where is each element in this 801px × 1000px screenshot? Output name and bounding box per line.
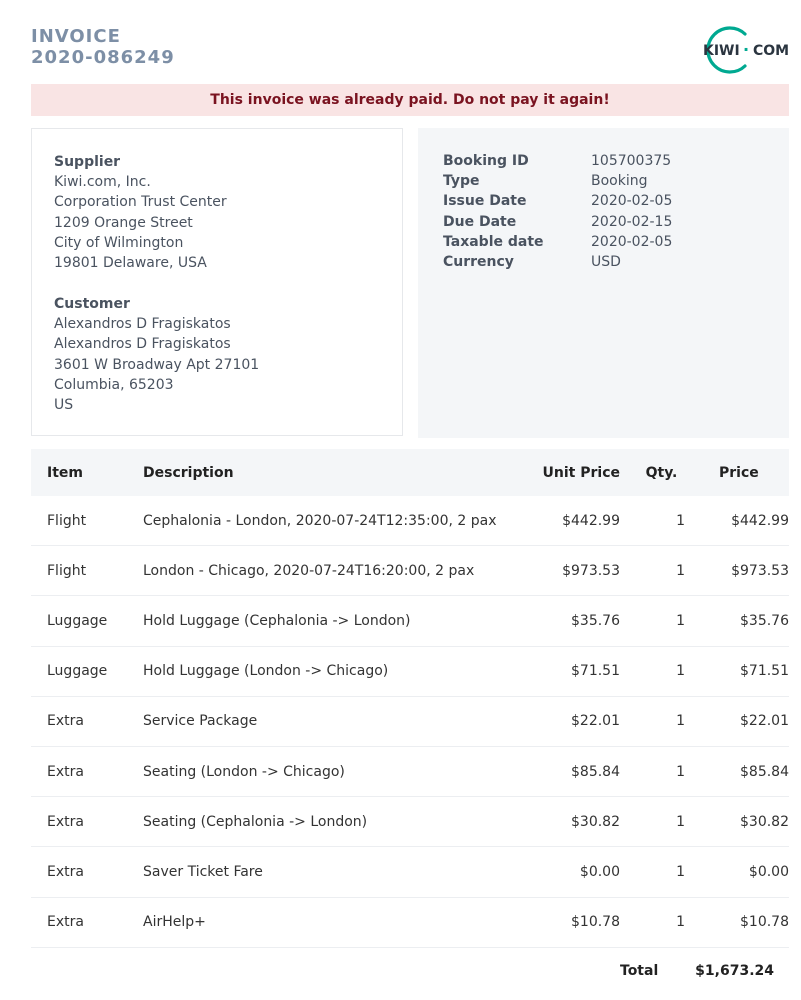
meta-row-issue-date <box>443 191 672 211</box>
header-price: Price <box>719 464 759 481</box>
cell-item: Extra <box>47 813 84 830</box>
table-row <box>31 647 789 697</box>
cell-qty: 1 <box>676 914 685 931</box>
supplier-line: 1209 Orange Street <box>54 214 193 231</box>
meta-key: Currency <box>443 253 514 270</box>
invoice-number: 2020-086249 <box>31 47 175 68</box>
table-row <box>31 797 789 847</box>
cell-item: Extra <box>47 863 84 880</box>
table-row <box>31 747 789 797</box>
meta-key: Issue Date <box>443 193 527 210</box>
table-row <box>31 697 789 747</box>
meta-value: USD <box>591 253 621 270</box>
cell-unit-price: $35.76 <box>571 612 620 629</box>
meta-row-currency <box>443 252 672 272</box>
cell-qty: 1 <box>676 763 685 780</box>
cell-price: $71.51 <box>740 663 789 680</box>
cell-price: $973.53 <box>731 562 789 579</box>
table-row <box>31 496 789 546</box>
cell-unit-price: $0.00 <box>579 863 620 880</box>
cell-item: Flight <box>47 562 87 579</box>
cell-qty: 1 <box>676 612 685 629</box>
cell-description: Seating (Cephalonia -> London) <box>143 813 368 830</box>
cell-item: Luggage <box>47 663 108 680</box>
meta-value: 2020-02-05 <box>591 193 673 210</box>
logo-text-com: COM <box>753 43 789 59</box>
cell-price: $0.00 <box>748 863 789 880</box>
cell-qty: 1 <box>676 562 685 579</box>
line-items-table <box>31 449 789 948</box>
cell-unit-price: $71.51 <box>571 663 620 680</box>
invoice-title: INVOICE <box>31 26 121 47</box>
cell-description: Cephalonia - London, 2020-07-24T12:35:00, 2 pax <box>143 512 497 529</box>
cell-unit-price: $30.82 <box>571 813 620 830</box>
cell-qty: 1 <box>676 813 685 830</box>
cell-qty: 1 <box>676 863 685 880</box>
meta-value: Booking <box>591 173 648 190</box>
meta-value: 2020-02-05 <box>591 233 673 250</box>
meta-key: Taxable date <box>443 233 544 250</box>
table-row <box>31 847 789 897</box>
logo-dot: · <box>743 40 750 59</box>
supplier-line: City of Wilmington <box>54 234 184 251</box>
cell-unit-price: $973.53 <box>562 562 620 579</box>
meta-row-taxable-date <box>443 232 672 252</box>
parties-box <box>31 128 403 436</box>
total-label: Total <box>620 963 659 979</box>
cell-price: $35.76 <box>740 612 789 629</box>
cell-item: Extra <box>47 914 84 931</box>
meta-value: 2020-02-15 <box>591 213 673 230</box>
meta-row-due-date <box>443 212 672 232</box>
cell-description: Seating (London -> Chicago) <box>143 763 345 780</box>
kiwi-logo <box>694 26 789 74</box>
cell-qty: 1 <box>676 512 685 529</box>
table-row <box>31 898 789 948</box>
invoice-header <box>31 0 789 82</box>
meta-key: Due Date <box>443 213 517 230</box>
cell-description: Saver Ticket Fare <box>143 863 263 880</box>
cell-item: Luggage <box>47 612 108 629</box>
customer-line: 3601 W Broadway Apt 27101 <box>54 356 260 373</box>
supplier-block <box>54 152 227 273</box>
header-item: Item <box>47 464 83 481</box>
cell-description: Service Package <box>143 713 258 730</box>
logo-text-kiwi: KIWI <box>703 43 740 59</box>
cell-item: Flight <box>47 512 87 529</box>
cell-price: $22.01 <box>740 713 789 730</box>
cell-unit-price: $442.99 <box>562 512 620 529</box>
meta-row-type <box>443 171 672 191</box>
customer-block <box>54 294 259 415</box>
meta-value: 105700375 <box>591 153 672 169</box>
cell-price: $442.99 <box>731 512 789 529</box>
cell-unit-price: $22.01 <box>571 713 620 730</box>
meta-key: Type <box>443 173 480 190</box>
meta-row-booking-id <box>443 151 672 171</box>
total-value: $1,673.24 <box>695 963 774 979</box>
already-paid-banner: This invoice was already paid. Do not pay it again! <box>31 84 789 116</box>
invoice-page <box>31 0 789 979</box>
supplier-line: 19801 Delaware, USA <box>54 255 207 272</box>
header-qty: Qty. <box>645 464 678 481</box>
cell-description: Hold Luggage (Cephalonia -> London) <box>143 612 411 629</box>
cell-price: $10.78 <box>740 914 789 931</box>
customer-line: Alexandros D Fragiskatos <box>54 336 231 353</box>
booking-meta-box <box>418 128 789 438</box>
supplier-line: Corporation Trust Center <box>54 194 227 211</box>
table-header <box>31 449 789 496</box>
cell-description: Hold Luggage (London -> Chicago) <box>143 663 389 680</box>
meta-key: Booking ID <box>443 153 529 169</box>
customer-line: Alexandros D Fragiskatos <box>54 316 231 333</box>
cell-price: $30.82 <box>740 813 789 830</box>
cell-item: Extra <box>47 713 84 730</box>
supplier-line: Kiwi.com, Inc. <box>54 174 151 191</box>
customer-label: Customer <box>54 296 130 312</box>
customer-line: Columbia, 65203 <box>54 376 174 393</box>
header-description: Description <box>143 464 234 481</box>
cell-qty: 1 <box>676 663 685 680</box>
cell-description: London - Chicago, 2020-07-24T16:20:00, 2 pax <box>143 562 475 579</box>
cell-description: AirHelp+ <box>143 914 206 931</box>
customer-line: US <box>54 397 74 414</box>
header-unit-price: Unit Price <box>542 464 620 481</box>
cell-unit-price: $10.78 <box>571 914 620 931</box>
booking-meta-list <box>443 151 672 272</box>
table-row <box>31 596 789 646</box>
cell-item: Extra <box>47 763 84 780</box>
cell-unit-price: $85.84 <box>571 763 620 780</box>
table-body <box>31 496 789 948</box>
cell-price: $85.84 <box>740 763 789 780</box>
table-row <box>31 546 789 596</box>
supplier-label: Supplier <box>54 154 121 170</box>
cell-qty: 1 <box>676 713 685 730</box>
